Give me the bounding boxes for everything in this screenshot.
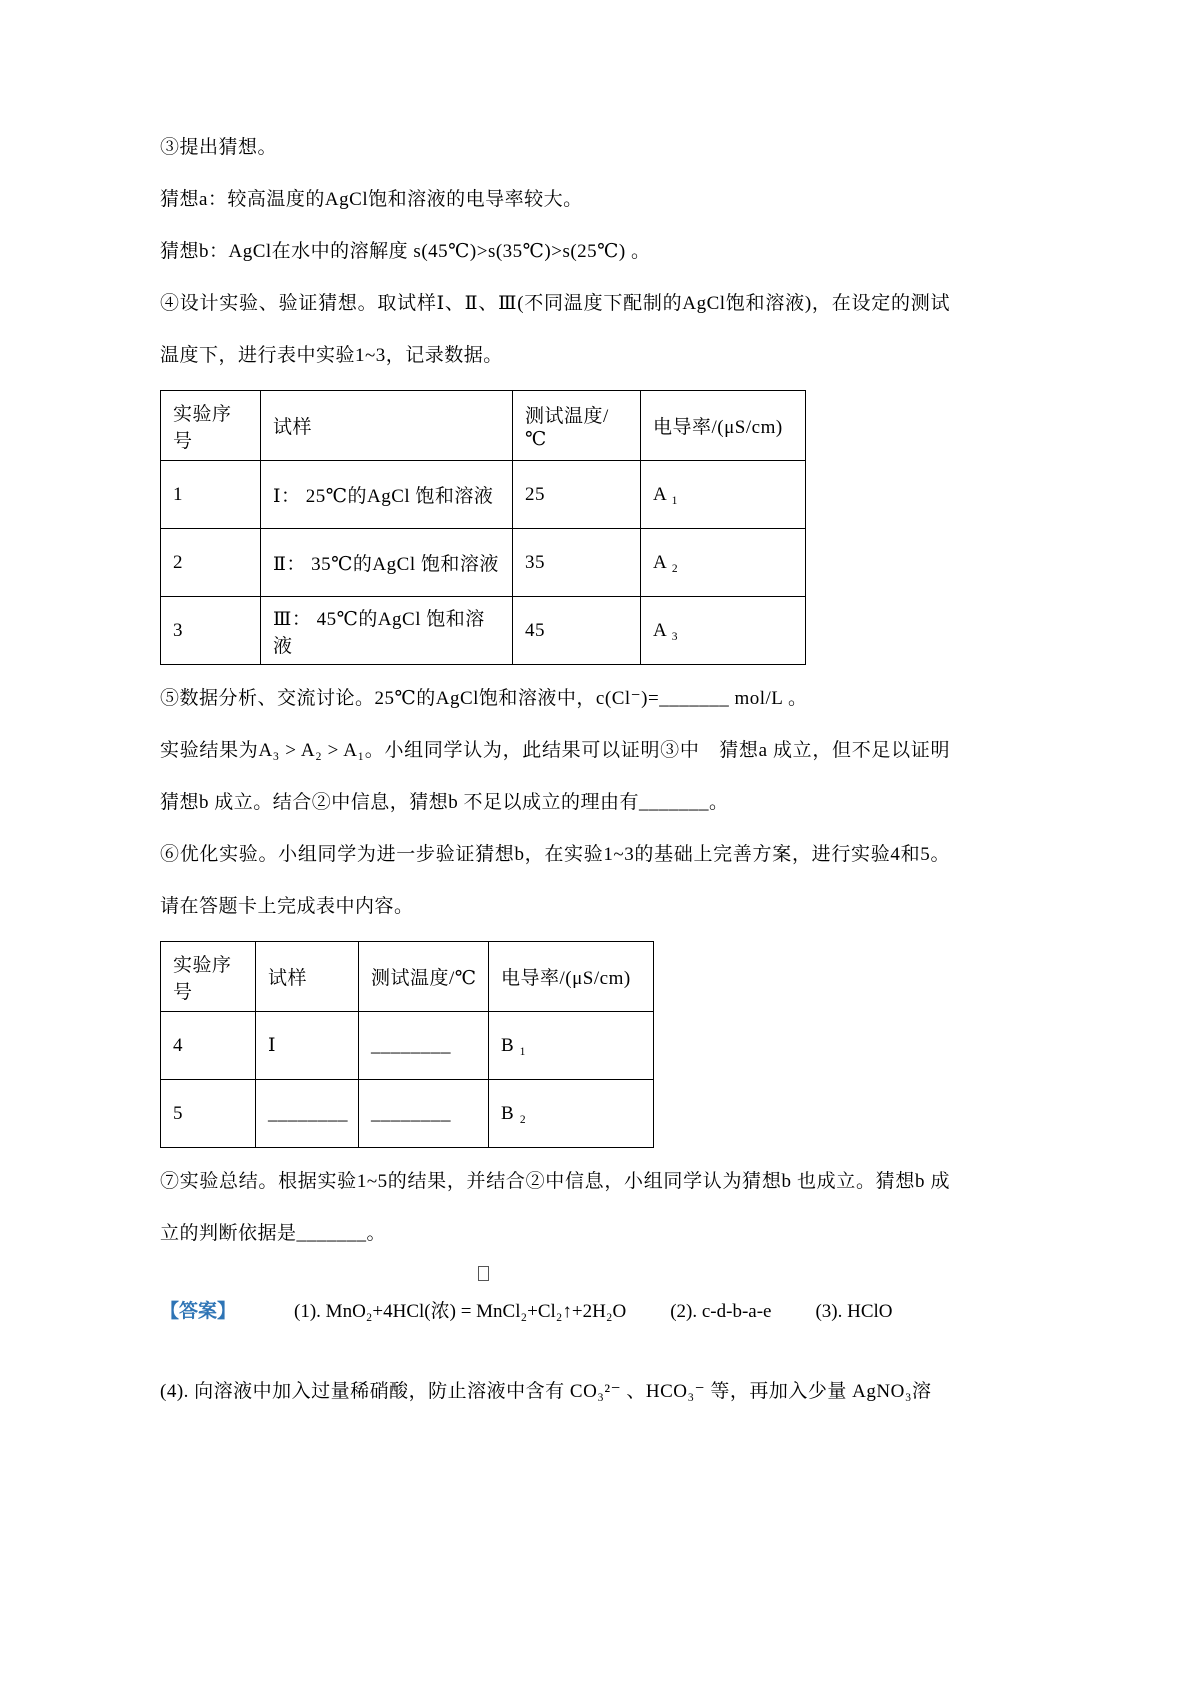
table1-cell-temp-2: 35	[513, 529, 641, 597]
table1-header-seq: 实验序号	[161, 391, 261, 461]
table2-cell-seq-5: 5	[161, 1080, 256, 1148]
table1-cell-cond-1: A ₁	[641, 461, 806, 529]
empty-box-glyph	[478, 1266, 489, 1281]
table1-cell-sample-2: Ⅱ： 35℃的AgCl 饱和溶液	[261, 529, 513, 597]
table2-cell-cond-5: B ₂	[489, 1080, 654, 1148]
table2-header-row	[161, 942, 654, 1012]
answer-item-4: (4). 向溶液中加入过量稀硝酸，防止溶液中含有 CO₃²⁻ 、HCO₃⁻ 等，再加入少量 AgNO₃溶	[160, 1381, 932, 1402]
table2-header-seq: 实验序号	[161, 942, 256, 1012]
table1-cell-seq-1: 1	[161, 461, 261, 529]
experiment-table-1	[160, 390, 806, 665]
table1-header-temp: 测试温度/℃	[513, 391, 641, 461]
table1-cell-cond-3: A ₃	[641, 597, 806, 665]
answer-label: 【答案】	[160, 1301, 237, 1322]
table2-cell-seq-4: 4	[161, 1012, 256, 1080]
table1-cell-temp-1: 25	[513, 461, 641, 529]
table2-header-temp: 测试温度/℃	[359, 942, 489, 1012]
paragraph-propose-guess: ③提出猜想。	[160, 137, 278, 158]
paragraph-guess-a: 猜想a：较高温度的AgCl饱和溶液的电导率较大。	[160, 189, 583, 210]
tofu-line	[160, 1260, 950, 1286]
table1-cell-cond-2: A ₂	[641, 529, 806, 597]
table2-header-sample: 试样	[256, 942, 359, 1012]
table1-cell-seq-3: 3	[161, 597, 261, 665]
table-row	[161, 461, 806, 529]
paragraph-design-experiment: ④设计实验、验证猜想。取试样Ⅰ、Ⅱ、Ⅲ(不同温度下配制的AgCl饱和溶液)，在设定的测试温度下，进行表中实验1~3，记录数据。	[160, 293, 950, 366]
answer-line	[160, 1286, 1010, 1338]
table2-cell-sample-5: ________	[256, 1080, 359, 1148]
table2-cell-sample-4: Ⅰ	[256, 1012, 359, 1080]
table1-cell-temp-3: 45	[513, 597, 641, 665]
table1-header-conductivity: 电导率/(μS/cm)	[641, 391, 806, 461]
paragraph-data-analysis: ⑤数据分析、交流讨论。25℃的AgCl饱和溶液中，c(Cl⁻)=_______ mol/L 。	[160, 688, 808, 709]
table-row	[161, 1012, 654, 1080]
answer-item-1: (1). MnO₂+4HCl(浓) = MnCl₂+Cl₂↑+2H₂O	[294, 1301, 627, 1322]
table1-cell-sample-3: Ⅲ： 45℃的AgCl 饱和溶液	[261, 597, 513, 665]
table-row	[161, 529, 806, 597]
table1-cell-seq-2: 2	[161, 529, 261, 597]
paragraph-optimize-experiment: ⑥优化实验。小组同学为进一步验证猜想b，在实验1~3的基础上完善方案，进行实验4和5。请在答题卡上完成表中内容。	[160, 844, 950, 917]
table2-header-conductivity: 电导率/(μS/cm)	[489, 942, 654, 1012]
table-row	[161, 597, 806, 665]
table1-header-sample: 试样	[261, 391, 513, 461]
table-row	[161, 1080, 654, 1148]
paragraph-guess-b: 猜想b：AgCl在水中的溶解度 s(45℃)>s(35℃)>s(25℃) 。	[160, 241, 651, 262]
table2-cell-temp-4: ________	[359, 1012, 489, 1080]
table1-cell-sample-1: Ⅰ： 25℃的AgCl 饱和溶液	[261, 461, 513, 529]
answer-item-3: (3). HClO	[815, 1301, 893, 1322]
paragraph-experiment-summary: ⑦实验总结。根据实验1~5的结果，并结合②中信息，小组同学认为猜想b 也成立。猜想b 成立的判断依据是_______。	[160, 1171, 950, 1244]
experiment-table-2	[160, 941, 654, 1148]
table1-header-row	[161, 391, 806, 461]
table2-cell-cond-4: B ₁	[489, 1012, 654, 1080]
paragraph-experiment-result: 实验结果为A₃ > A₂ > A₁。小组同学认为，此结果可以证明③中 猜想a 成立，但不足以证明猜想b 成立。结合②中信息，猜想b 不足以成立的理由有_______。	[160, 740, 950, 813]
table2-cell-temp-5: ________	[359, 1080, 489, 1148]
answer-item-2: (2). c-d-b-a-e	[670, 1301, 772, 1322]
